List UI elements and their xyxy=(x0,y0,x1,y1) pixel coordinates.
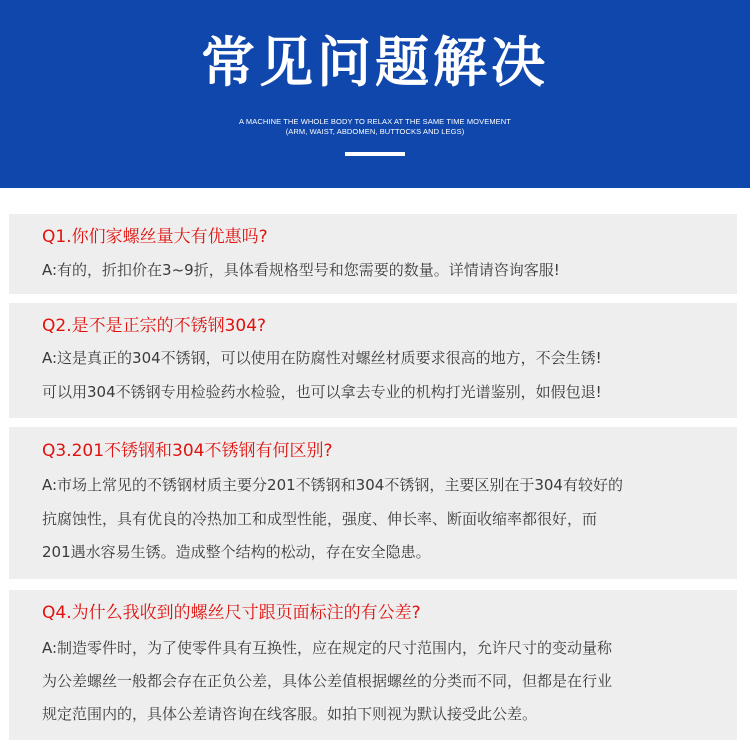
faq-answer-line: A:市场上常见的不锈钢材质主要分201不锈钢和304不锈钢，主要区别在于304有较好的 xyxy=(42,476,623,494)
faq-card-q2 xyxy=(9,303,737,418)
faq-answer-line: A:有的，折扣价在3~9折，具体看规格型号和您需要的数量。详情请咨询客服! xyxy=(42,261,560,279)
faq-card-q3 xyxy=(9,427,737,579)
faq-answer-line: A:制造零件时，为了使零件具有互换性，应在规定的尺寸范围内，允许尺寸的变动量称 xyxy=(42,639,613,657)
faq-answer-line: 201遇水容易生锈。造成整个结构的松动，存在安全隐患。 xyxy=(42,543,431,561)
page-title: 常见问题解决 xyxy=(201,31,549,94)
faq-answer-line: 规定范围内的，具体公差请咨询在线客服。如拍下则视为默认接受此公差。 xyxy=(42,705,538,723)
faq-question: Q3.201不锈钢和304不锈钢有何区别? xyxy=(42,441,333,461)
subtitle-line-1: A MACHINE THE WHOLE BODY TO RELAX AT THE SAME TIME MOVEMENT xyxy=(239,117,511,126)
faq-question: Q4.为什么我收到的螺丝尺寸跟页面标注的有公差? xyxy=(42,603,421,623)
faq-answer-line: A:这是真正的304不锈钢，可以使用在防腐性对螺丝材质要求很高的地方，不会生锈! xyxy=(42,349,602,367)
title-underline xyxy=(345,152,405,156)
faq-answer-line: 为公差螺丝一般都会存在正负公差，具体公差值根据螺丝的分类而不同，但都是在行业 xyxy=(42,672,613,690)
faq-card-q4 xyxy=(9,590,737,740)
faq-answer-line: 抗腐蚀性，具有优良的冷热加工和成型性能，强度、伸长率、断面收缩率都很好，而 xyxy=(42,510,598,528)
faq-question: Q1.你们家螺丝量大有优惠吗? xyxy=(42,227,268,247)
faq-answer-line: 可以用304不锈钢专用检验药水检验，也可以拿去专业的机构打光谱鉴别，如假包退! xyxy=(42,383,602,401)
faq-card-q1 xyxy=(9,214,737,294)
header-banner xyxy=(0,0,750,188)
faq-question: Q2.是不是正宗的不锈钢304? xyxy=(42,316,267,336)
subtitle-line-2: (ARM, WAIST, ABDOMEN, BUTTOCKS AND LEGS) xyxy=(285,127,465,136)
